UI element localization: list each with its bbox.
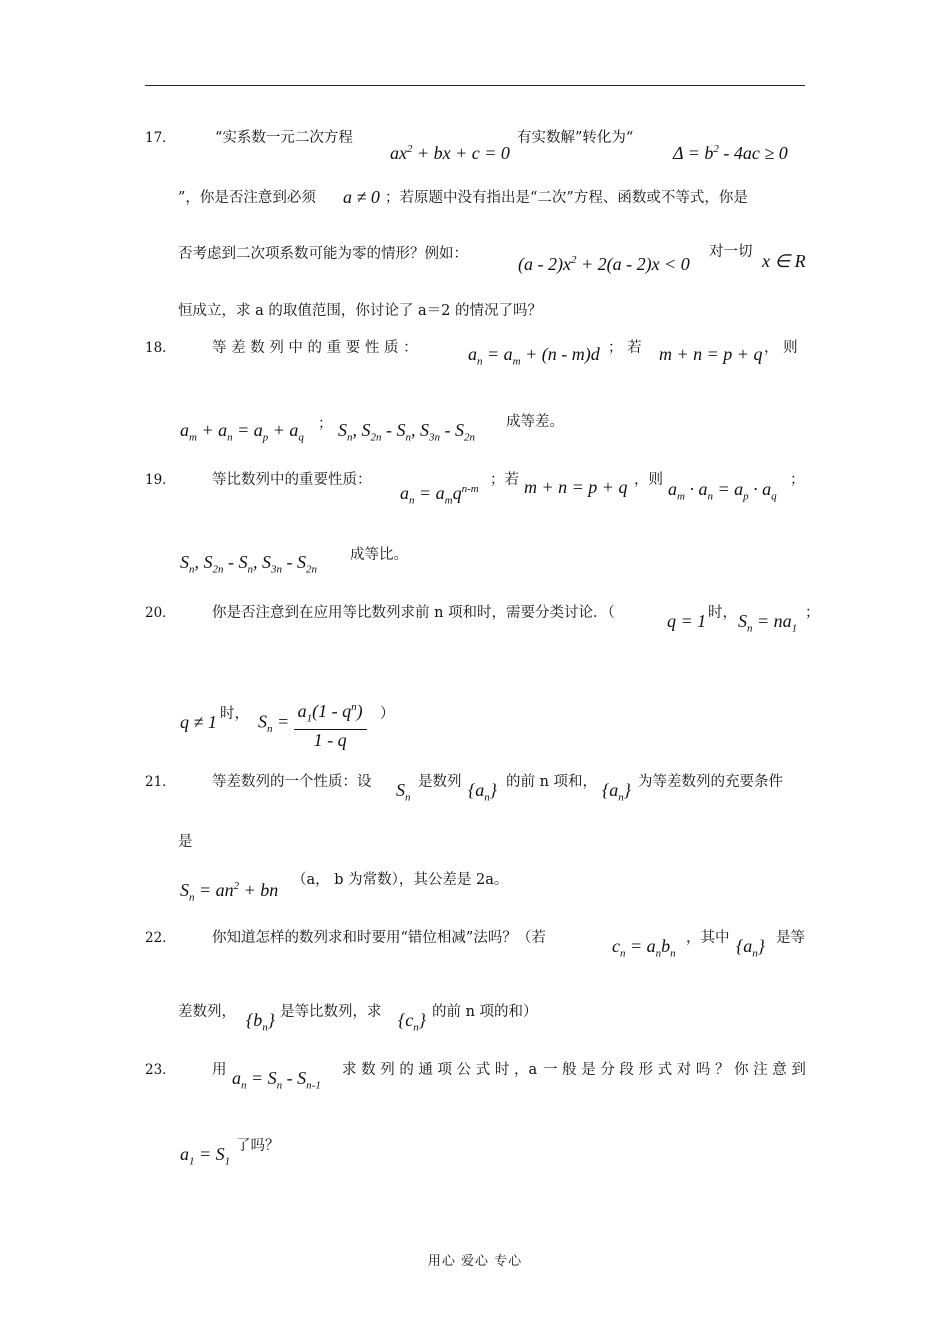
- formula: $S_n$, $S_{2n} - S_n$, $S_{3n} - S_{2n}$: [180, 552, 317, 576]
- formula: m + n = p + q: [524, 477, 628, 497]
- formula: $a_m + a_n = a_p + a_q$: [180, 420, 304, 444]
- header-rule: [145, 85, 805, 86]
- text: 成等比。: [350, 547, 408, 563]
- text: ，其中: [686, 930, 730, 946]
- text: 你知道怎样的数列求和时要用“错位相减”法吗？（若: [212, 930, 546, 946]
- text: （a， b 为常数），其公差是 2a。: [292, 872, 509, 888]
- text: 有实数解”转化为“: [517, 130, 634, 146]
- formula: $a_n = S_n - S_{n-1}$: [232, 1068, 321, 1092]
- formula: q ≠ 1: [180, 712, 217, 732]
- formula: $\{a_n\}$: [736, 936, 765, 960]
- formula: $c_n = a_nb_n$: [612, 936, 676, 960]
- formula: $S_n$, $S_{2n} - S_n$, $S_{3n} - S_{2n}$: [338, 420, 475, 444]
- formula: q = 1: [667, 611, 707, 631]
- item-number: 20．: [145, 605, 176, 621]
- formula: $S_n$ = $\frac{a_1(1 - q^n)}{1 - q}$: [258, 697, 367, 750]
- formula: x ∈ R: [762, 251, 806, 271]
- text: 成等差。: [506, 414, 564, 430]
- text: ”，你是否注意到必须: [178, 190, 316, 206]
- item-number: 22．: [145, 930, 176, 946]
- text: 差数列，: [178, 1004, 236, 1020]
- text: ；: [318, 416, 333, 432]
- text: “实系数一元二次方程: [215, 130, 353, 146]
- formula: $S_n = na_1$: [738, 611, 798, 635]
- formula: m + n = p + q: [659, 344, 763, 364]
- text: 用: [212, 1062, 227, 1078]
- text: 等差数列的一个性质：设: [212, 774, 372, 790]
- text: 是数列: [418, 774, 462, 790]
- text: ；: [805, 605, 820, 621]
- text: 时，: [708, 605, 737, 621]
- text: 等比数列中的重要性质：: [212, 472, 372, 488]
- formula: $a_m \cdot a_n = a_p \cdot a_q$: [668, 479, 777, 503]
- formula: $a_1 = S_1$: [180, 1144, 231, 1168]
- text: 的前 n 项和，: [506, 774, 598, 790]
- formula: $\{a_n\}$: [468, 780, 497, 804]
- text: ；: [790, 472, 805, 488]
- formula: a ≠ 0: [343, 187, 380, 207]
- text: 你是否注意到在应用等比数列求前 n 项和时，需要分类讨论．（: [212, 605, 615, 621]
- text: ； 若: [608, 340, 642, 356]
- text: 一 般 是 分 段 形 式 对 吗 ？ 你 注 意 到: [543, 1062, 806, 1078]
- text: 是: [178, 834, 193, 850]
- formula: $a_n = a_mq^{n-m}$: [400, 483, 479, 507]
- formula: $(a - 2)x^2 + 2(a - 2)x < 0$: [518, 254, 690, 274]
- formula: $\{c_n\}$: [398, 1010, 426, 1034]
- formula: $ax^2$ + bx + c = 0: [390, 143, 510, 163]
- text: 等 差 数 列 中 的 重 要 性 质 ：: [212, 340, 418, 356]
- text: ，则: [634, 472, 663, 488]
- formula: $a_n = a_m + (n - m)d$: [468, 344, 600, 368]
- item-number: 17．: [145, 130, 176, 146]
- formula: $\{a_n\}$: [602, 780, 631, 804]
- text: 时，: [220, 706, 249, 722]
- item-number: 23．: [145, 1062, 176, 1078]
- formula: $S_n = an^2$ + bn: [180, 880, 279, 904]
- text: ， 则: [764, 340, 798, 356]
- text: 的前 n 项的和）: [432, 1004, 538, 1020]
- text: 求 数 列 的 通 项 公 式 时 ，a: [342, 1062, 538, 1078]
- item-number: 21．: [145, 774, 176, 790]
- text: ）: [380, 706, 395, 722]
- text: 否考虑到二次项系数可能为零的情形？例如：: [178, 246, 468, 262]
- text: 了吗？: [236, 1138, 280, 1154]
- text: ；若原题中没有指出是“二次”方程、函数或不等式，你是: [385, 190, 748, 206]
- page-footer: 用心 爱心 专心: [427, 1254, 523, 1269]
- item-number: 19．: [145, 472, 176, 488]
- text: 是等: [776, 930, 805, 946]
- formula: $\{b_n\}$: [246, 1010, 275, 1034]
- item-number: 18．: [145, 340, 176, 356]
- text: 恒成立，求 a 的取值范围，你讨论了 a＝2 的情况了吗？: [178, 303, 542, 319]
- text: ；若: [490, 472, 519, 488]
- text: 对一切: [709, 244, 753, 260]
- formula: $S_n$: [396, 780, 411, 804]
- text: 为等差数列的充要条件: [638, 774, 783, 790]
- formula: $\Delta = b^2 - 4ac \ge 0$: [673, 143, 788, 163]
- text: 是等比数列，求: [280, 1004, 382, 1020]
